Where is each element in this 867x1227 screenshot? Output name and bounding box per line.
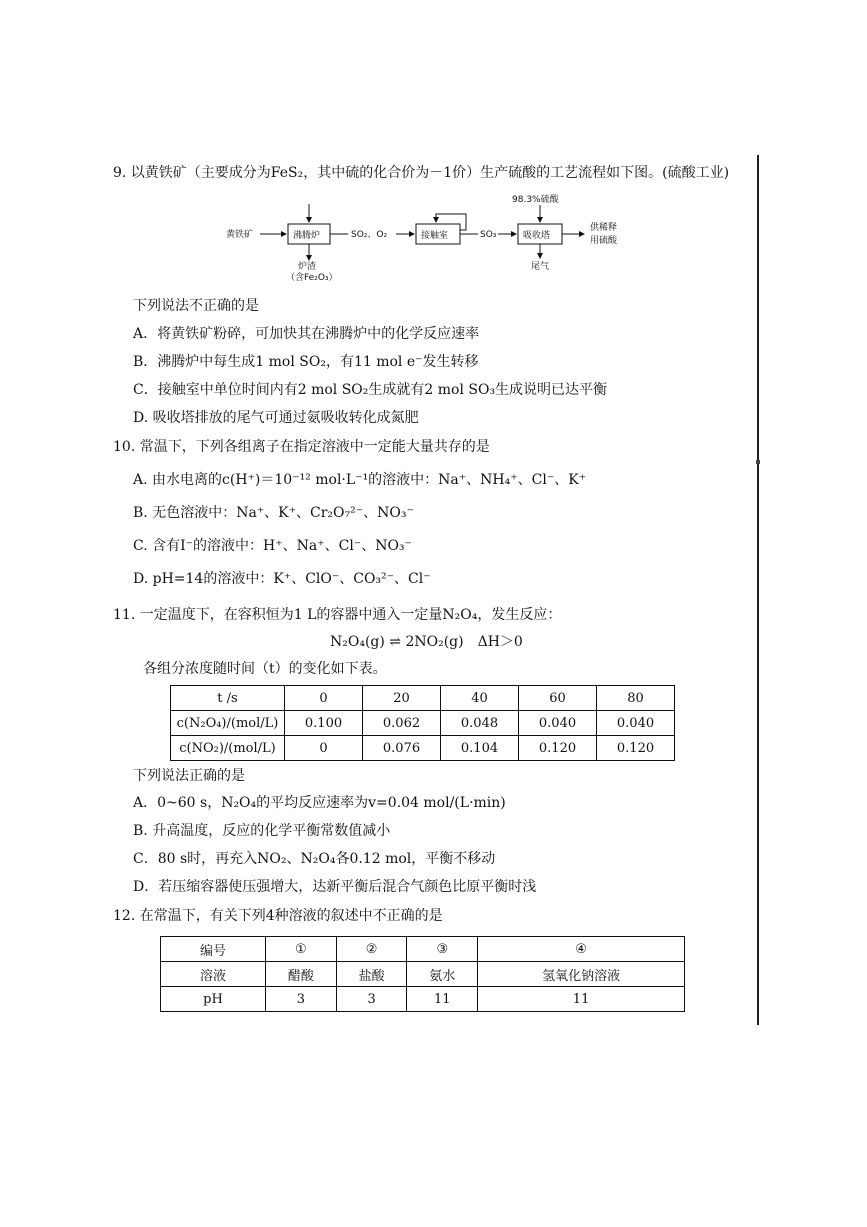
- diagram-absorber-label: 吸收塔: [523, 231, 551, 241]
- table-cell: pH: [161, 987, 266, 1012]
- table-cell: c(N₂O₄)/(mol/L): [171, 711, 285, 736]
- table-cell: 0.040: [597, 711, 675, 736]
- table-cell: 0.040: [519, 711, 597, 736]
- diagram-product-line1: 供稀释: [590, 223, 618, 233]
- diagram-slag-line1: 炉渣: [298, 262, 317, 272]
- question-10-stem: 10. 常温下，下列各组离子在指定溶液中一定能大量共存的是: [113, 439, 490, 455]
- table-header-cell: ④: [478, 937, 685, 962]
- diagram-gas2-label: SO₃: [480, 230, 497, 240]
- question-11-option-c: C．80 s时，再充入NO₂、N₂O₄各0.12 mol，平衡不移动: [133, 851, 496, 867]
- table-cell: c(NO₂)/(mol/L): [171, 736, 285, 761]
- question-11-table-intro: 各组分浓度随时间（t）的变化如下表。: [143, 661, 387, 677]
- table-header-cell: 60: [519, 686, 597, 711]
- page-margin-rule: [757, 155, 759, 1025]
- table-row: [161, 962, 685, 987]
- question-9-stem: 9. 以黄铁矿（主要成分为FeS₂，其中硫的化合价为－1价）生产硫酸的工艺流程如下图。(硫酸工业): [113, 165, 730, 181]
- question-9-prompt: 下列说法不正确的是: [133, 298, 259, 314]
- table-cell: 3: [336, 987, 407, 1012]
- table-cell: 0.076: [363, 736, 441, 761]
- table-header-cell: ③: [407, 937, 478, 962]
- table-cell: 0.062: [363, 711, 441, 736]
- sulfuric-acid-process-diagram: [220, 190, 660, 286]
- question-10-option-b: B. 无色溶液中：Na⁺、K⁺、Cr₂O₇²⁻、NO₃⁻: [133, 505, 414, 521]
- question-9-option-c: C．接触室中单位时间内有2 mol SO₂生成就有2 mol SO₃生成说明已达平衡: [133, 382, 608, 398]
- question-9-option-b: B．沸腾炉中每生成1 mol SO₂，有11 mol e⁻发生转移: [133, 354, 479, 370]
- table-row: [171, 686, 675, 711]
- table-header-cell: 编号: [161, 937, 266, 962]
- diagram-input-label: 黄铁矿: [226, 230, 254, 240]
- table-header-cell: ②: [336, 937, 407, 962]
- table-cell: 氢氧化钠溶液: [478, 962, 685, 987]
- table-header-cell: 0: [285, 686, 363, 711]
- table-header-cell: 20: [363, 686, 441, 711]
- concentration-table: [170, 685, 675, 761]
- question-11-prompt: 下列说法正确的是: [133, 768, 245, 784]
- table-cell: 氨水: [407, 962, 478, 987]
- table-header-cell: t /s: [171, 686, 285, 711]
- margin-mark: [756, 460, 760, 464]
- table-row: [171, 736, 675, 761]
- question-11-stem: 11. 一定温度下，在容积恒为1 L的容器中通入一定量N₂O₄，发生反应：: [113, 607, 562, 623]
- question-10-option-c: C. 含有I⁻的溶液中：H⁺、Na⁺、Cl⁻、NO₃⁻: [133, 538, 412, 554]
- question-9-option-a: A．将黄铁矿粉碎，可加快其在沸腾炉中的化学反应速率: [133, 326, 480, 342]
- table-cell: 11: [407, 987, 478, 1012]
- table-row: [161, 987, 685, 1012]
- diagram-furnace-label: 沸腾炉: [293, 231, 321, 241]
- table-header-cell: 40: [441, 686, 519, 711]
- diagram-slag-line2: （含Fe₂O₃）: [286, 273, 338, 283]
- table-cell: 盐酸: [336, 962, 407, 987]
- diagram-gas1-label: SO₂、O₂: [351, 230, 388, 240]
- table-cell: 0.120: [519, 736, 597, 761]
- diagram-acid-in-label: 98.3%硫酸: [512, 195, 559, 205]
- table-row: [171, 711, 675, 736]
- diagram-tail-gas-label: 尾气: [531, 262, 550, 272]
- table-cell: 0.104: [441, 736, 519, 761]
- contact-recycle-loop: [436, 214, 466, 230]
- question-10-option-d: D. pH=14的溶液中：K⁺、ClO⁻、CO₃²⁻、Cl⁻: [133, 571, 431, 587]
- table-cell: 溶液: [161, 962, 266, 987]
- question-10-option-a: A. 由水电离的c(H⁺)＝10⁻¹² mol·L⁻¹的溶液中：Na⁺、NH₄⁺、Cl⁻、K⁺: [133, 472, 587, 488]
- table-cell: 0.048: [441, 711, 519, 736]
- table-cell: 0.120: [597, 736, 675, 761]
- question-11-equation: N₂O₄(g) ⇌ 2NO₂(g) ΔH＞0: [330, 634, 523, 650]
- table-row: [161, 937, 685, 962]
- question-9-option-d: D. 吸收塔排放的尾气可通过氨吸收转化成氮肥: [133, 410, 419, 426]
- table-cell: 0: [285, 736, 363, 761]
- diagram-contact-label: 接触室: [421, 231, 449, 241]
- table-cell: 醋酸: [266, 962, 337, 987]
- solutions-table: [160, 936, 685, 1012]
- question-11-option-a: A．0~60 s，N₂O₄的平均反应速率为v=0.04 mol/(L·min): [133, 795, 506, 811]
- table-header-cell: ①: [266, 937, 337, 962]
- question-12-stem: 12. 在常温下，有关下列4种溶液的叙述中不正确的是: [113, 908, 443, 924]
- diagram-product-line2: 用硫酸: [590, 236, 618, 246]
- table-header-cell: 80: [597, 686, 675, 711]
- question-11-option-d: D．若压缩容器使压强增大，达新平衡后混合气颜色比原平衡时浅: [133, 879, 537, 895]
- table-cell: 3: [266, 987, 337, 1012]
- table-cell: 0.100: [285, 711, 363, 736]
- question-11-option-b: B. 升高温度，反应的化学平衡常数值减小: [133, 823, 391, 839]
- table-cell: 11: [478, 987, 685, 1012]
